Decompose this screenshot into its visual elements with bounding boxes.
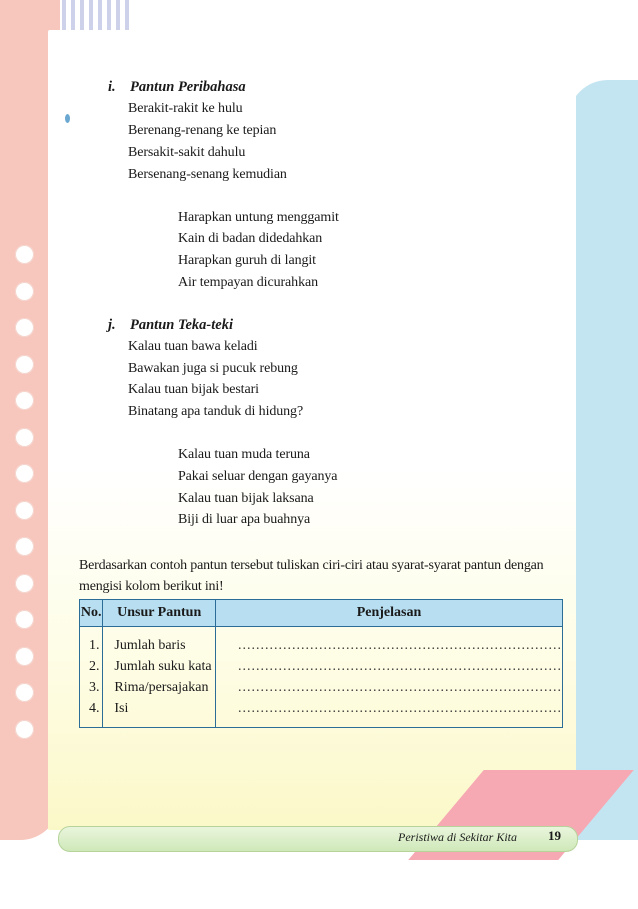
pantun-line: Bersakit-sakit dahulu bbox=[128, 145, 246, 160]
row-number: 3. bbox=[89, 680, 100, 695]
section-title-pantun-peribahasa bbox=[108, 79, 246, 96]
pantun-line: Bawakan juga si pucuk rebung bbox=[128, 361, 298, 376]
section-letter: i. bbox=[108, 79, 116, 95]
row-number: 4. bbox=[89, 701, 100, 716]
section-title-text: Pantun Teka-teki bbox=[130, 317, 233, 333]
footer-book-title: Peristiwa di Sekitar Kita bbox=[398, 830, 517, 844]
pantun-line: Harapkan guruh di langit bbox=[178, 253, 316, 268]
header-no: No. bbox=[80, 600, 103, 627]
pantun-line: Kain di badan didedahkan bbox=[178, 231, 323, 246]
penjelasan-blank[interactable]: ........................................................................ bbox=[238, 701, 562, 716]
unsur-item: Jumlah baris bbox=[114, 638, 186, 653]
instruction-text: Berdasarkan contoh pantun tersebut tuliskan ciri-ciri atau syarat-syarat pantun dengan mengisi kolom berikut ini! bbox=[79, 558, 544, 594]
table-header-row bbox=[80, 600, 563, 627]
unsur-item: Isi bbox=[114, 701, 129, 716]
pantun-line: Berakit-rakit ke hulu bbox=[128, 101, 243, 116]
pantun-line: Biji di luar apa buahnya bbox=[178, 512, 311, 527]
unsur-item: Rima/persajakan bbox=[114, 680, 209, 695]
pantun-line: Pakai seluar dengan gayanya bbox=[178, 469, 338, 484]
section-letter: j. bbox=[108, 317, 116, 333]
pantun-line: Kalau tuan bawa keladi bbox=[128, 339, 258, 354]
header-penjelasan: Penjelasan bbox=[216, 600, 563, 627]
section-title-pantun-teka-teki bbox=[108, 317, 233, 334]
unsur-column bbox=[103, 627, 216, 728]
pantun-line: Harapkan untung menggamit bbox=[178, 210, 339, 225]
pantun-line: Kalau tuan muda teruna bbox=[178, 447, 310, 462]
unsur-item: Jumlah suku kata bbox=[114, 659, 212, 674]
pantun-line: Bersenang-senang kemudian bbox=[128, 167, 287, 182]
penjelasan-column bbox=[216, 627, 563, 728]
pantun-line: Air tempayan dicurahkan bbox=[178, 275, 318, 290]
section-title-text: Pantun Peribahasa bbox=[130, 79, 246, 95]
penjelasan-blank[interactable]: ........................................................................ bbox=[238, 680, 562, 695]
pantun-line: Kalau tuan bijak bestari bbox=[128, 382, 259, 397]
table-body-row bbox=[80, 627, 563, 728]
penjelasan-blank[interactable]: ........................................................................ bbox=[238, 659, 562, 674]
pantun-line: Berenang-renang ke tepian bbox=[128, 123, 277, 138]
no-column bbox=[80, 627, 103, 728]
header-unsur-pantun: Unsur Pantun bbox=[103, 600, 216, 627]
pantun-line: Kalau tuan bijak laksana bbox=[178, 491, 314, 506]
pantun-elements-table bbox=[79, 599, 563, 728]
pantun-line: Binatang apa tanduk di hidung? bbox=[128, 404, 304, 419]
page-number: 19 bbox=[548, 828, 561, 843]
penjelasan-blank[interactable]: ........................................................................ bbox=[238, 638, 562, 653]
row-number: 1. bbox=[89, 638, 100, 653]
row-number: 2. bbox=[89, 659, 100, 674]
